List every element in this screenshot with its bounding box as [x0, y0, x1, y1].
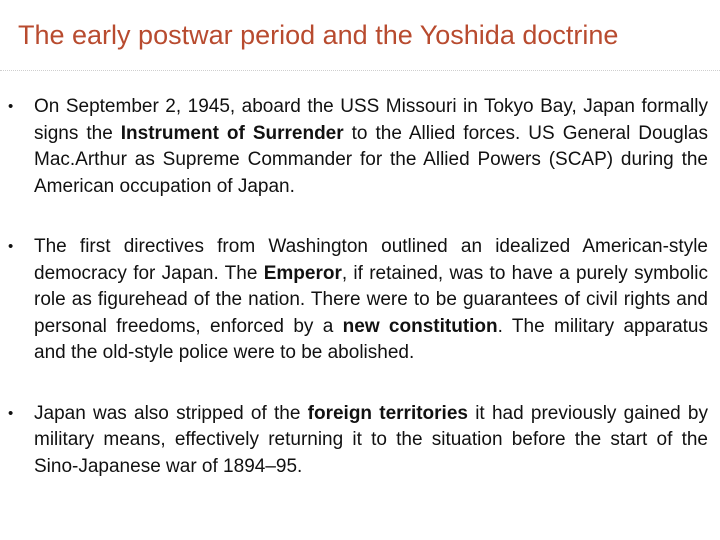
text-segment: The first directives from Washington outlined an idealized American-style democracy for Japan. The — [34, 236, 708, 284]
text-segment: Japan was also stripped of the — [34, 402, 308, 424]
slide-title: The early postwar period and the Yoshida doctrine — [18, 20, 619, 50]
text-segment-bold: new constitution — [342, 315, 498, 337]
text-segment-bold: Instrument of Surrender — [120, 122, 344, 144]
text-segment-bold: foreign territories — [307, 402, 468, 424]
text-segment: , if retained, was to have a purely symbolic role as figurehead of the nation. There were to be guarantees of civil rights and personal freedoms, enforced by a — [34, 262, 708, 337]
bullet-dot-icon: • — [8, 404, 14, 422]
bullet-item-surrender — [8, 94, 708, 200]
text-segment: it had previously gained by military means, effectively returning it to the situation before the start of the Sino-Japanese war of 1894–95. — [34, 402, 708, 477]
text-segment: . The military apparatus and the old-style police were to be abolished. — [34, 315, 709, 363]
bullet-dot-icon: • — [8, 98, 14, 115]
bullet-dot-icon: • — [8, 238, 14, 255]
bullet-item-directives — [8, 234, 709, 367]
text-segment: to the Allied forces. US General Douglas Mac.Arthur as Supreme Commander for the Allied Powers (SCAP) during the American occupation of Japan. — [34, 122, 708, 197]
text-segment: On September 2, 1945, aboard the USS Missouri in Tokyo Bay, Japan formally signs the — [34, 96, 708, 144]
bullet-list — [0, 94, 720, 480]
bullet-item-territories — [8, 401, 708, 481]
text-segment-bold: Emperor — [263, 262, 342, 284]
title-divider — [0, 70, 720, 71]
